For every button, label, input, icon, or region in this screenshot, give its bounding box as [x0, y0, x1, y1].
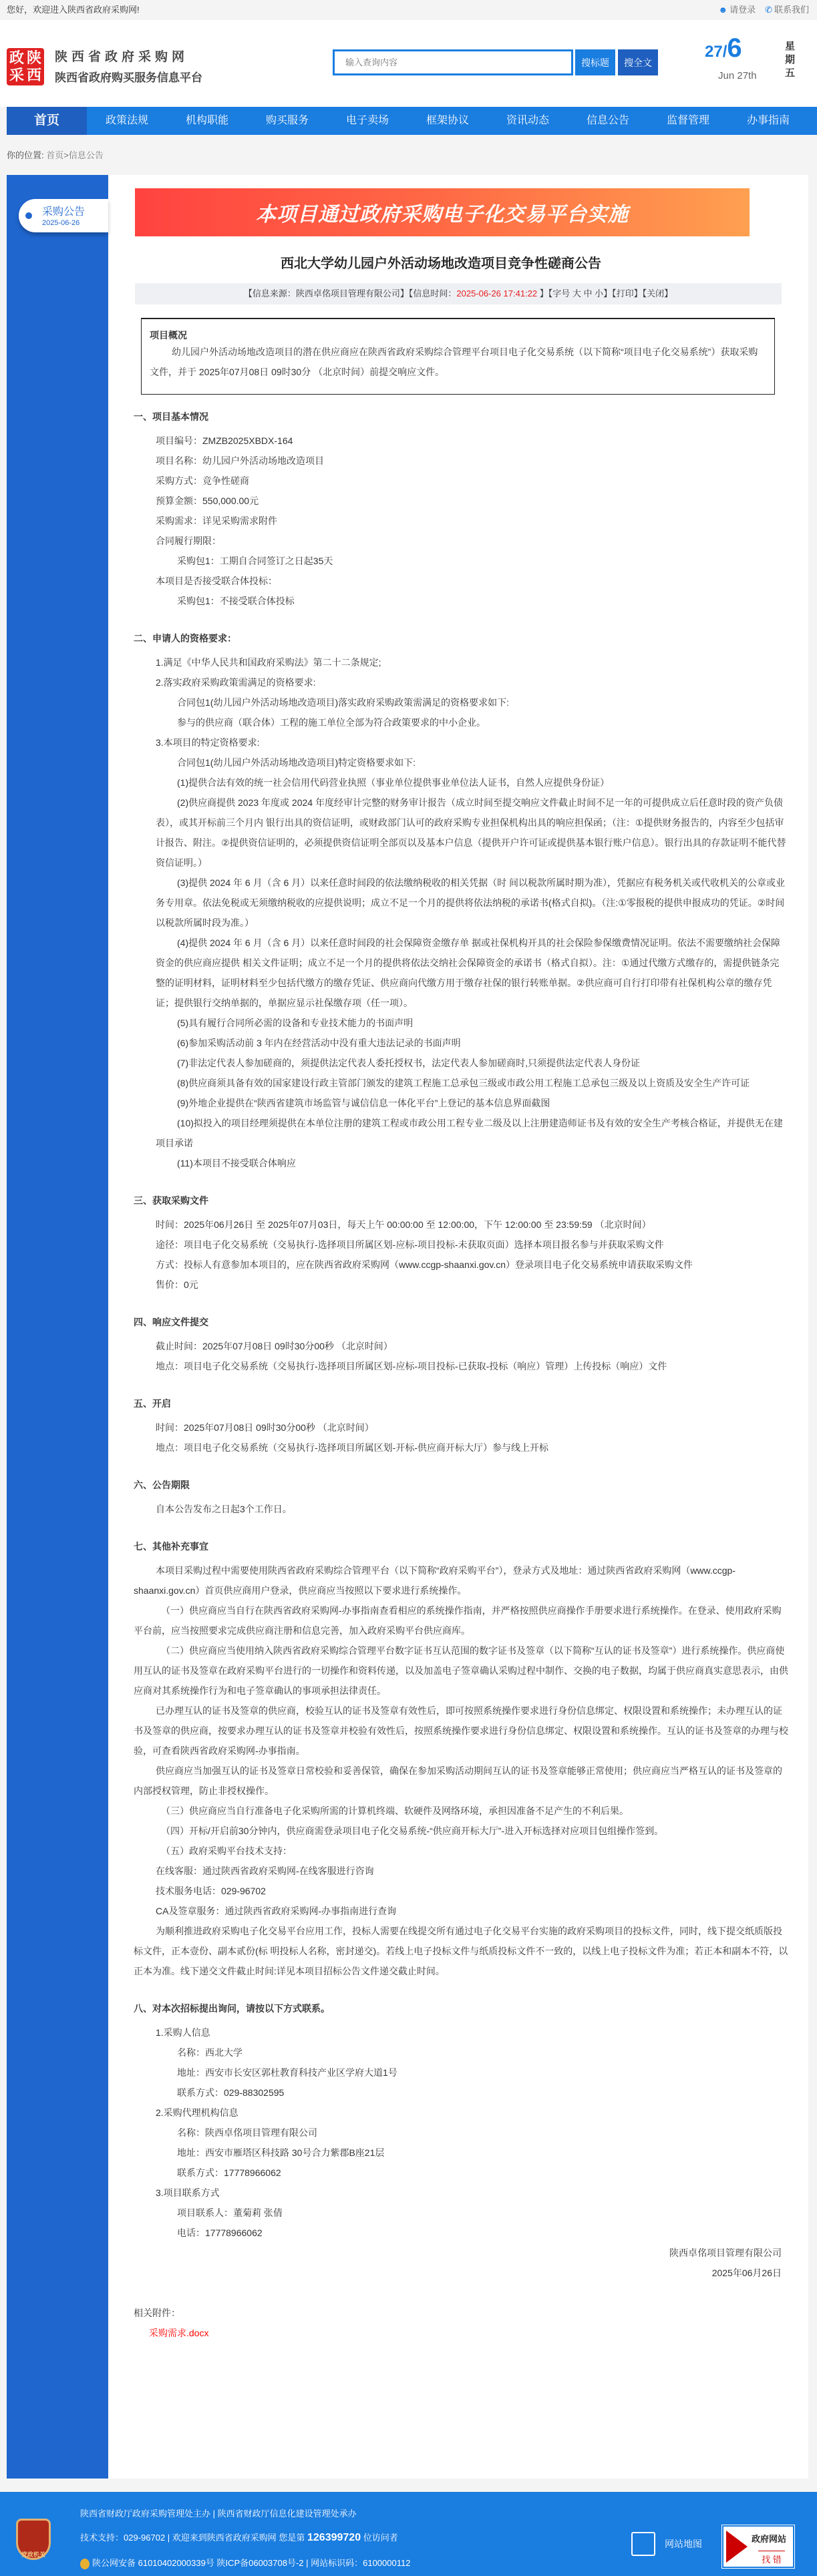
print-button[interactable]: 【打印】: [612, 288, 643, 298]
footer-record: [80, 2556, 410, 2569]
paragraph: 1.采购人信息: [156, 2027, 210, 2038]
close-button[interactable]: 【关闭】: [642, 288, 673, 298]
nav-home[interactable]: 首页: [7, 107, 87, 135]
search-input[interactable]: [333, 49, 573, 75]
paragraph: (5)具有履行合同所必需的设备和专业技术能力的书面声明: [177, 1018, 414, 1028]
paragraph: CA及签章服务：通过陕西省政府采购网-办事指南进行查询: [156, 1906, 397, 1916]
paragraph: (1)提供合法有效的统一社会信用代码营业执照（事业单位提供事业单位法人证书，自然人应提供身份证）: [177, 777, 610, 788]
paragraph: 3.项目联系方式: [156, 2187, 220, 2198]
search-fulltext-button[interactable]: 搜全文: [618, 49, 658, 75]
paragraph: 途径：项目电子化交易系统（交易执行-选择项目所属区划-应标-项目投标-未获取页面）选择本项目报名参与并获取采购文件: [156, 1239, 664, 1250]
nav-policy[interactable]: 政策法规: [105, 115, 148, 126]
paragraph: 名称：西北大学: [177, 2047, 242, 2058]
logo-char: 西: [26, 67, 41, 83]
sidebar: [7, 175, 108, 2479]
paragraph: 项目编号：ZMZB2025XBDX-164: [156, 435, 293, 446]
paragraph: （三）供应商应当自行准备电子化采购所需的计算机终端、软硬件及网络环境，承担因准备不足产生的不利后果。: [161, 1805, 629, 1816]
overview-text: 幼儿园户外活动场地改造项目的潜在供应商应在陕西省政府采购综合管理平台项目电子化交易系统（以下简称“项目电子化交易系统”）获取采购文件，并于 2025年07月08日 09时30分 （北京时间）前提交响应文件。: [150, 347, 758, 377]
party-government-badge[interactable]: 党政机关: [16, 2519, 51, 2560]
breadcrumb-current[interactable]: >信息公告: [63, 150, 104, 160]
meta-time-end: 】: [537, 288, 548, 298]
footer-sponsor: 陕西省财政厅政府采购管理处主办 | 陕西省财政厅信息化建设管理处承办: [80, 2509, 357, 2519]
paragraph: 1.满足《中华人民共和国政府采购法》第二十二条规定;: [156, 657, 381, 668]
paragraph: (2)供应商提供 2023 年度或 2024 年度经审计完整的财务审计报告（成立时间至提交响应文件截止时间不足一年的可提供成立后任意时段的资产负债表），或其开标前三个月内 银行出具的资信证明，或财政部门认可的政府采购专业担保机构出具的响应担保函；（注：①提供财务报告的，内容至少包括审计报告、附注。②提供资信证明的，必须提供资信证明全部页以及基本户信息（提供开户许可证或提供基本银行账户信息）。银行出具的存款证明不能代替资信证明。）: [156, 797, 786, 868]
paragraph: 本项目采购过程中需要使用陕西省政府采购综合管理平台（以下简称“政府采购平台”），登录方式及地址：通过陕西省政府采购网（www.ccgp-shaanxi.gov.cn）首页供应商用户登录，供应商应当按照以下要求进行系统操作。: [134, 1565, 736, 1596]
paragraph: (6)参加采购活动前 3 年内在经营活动中没有重大违法记录的书面声明: [177, 1038, 461, 1048]
logo-char: 政: [9, 49, 24, 66]
article-meta: [135, 283, 782, 304]
paragraph: 地点：项目电子化交易系统（交易执行-选择项目所属区划-应标-项目投标-已获取-投标（响应）管理）上传投标（响应）文件: [156, 1361, 667, 1371]
jiucuo-top: 政府网站: [752, 2534, 787, 2544]
nav-purchase-service[interactable]: 购买服务: [265, 115, 309, 126]
logo-char: 采: [9, 67, 24, 83]
contact-link[interactable]: [765, 0, 809, 20]
header: [0, 20, 817, 107]
paragraph: 3.本项目的特定资格要求:: [156, 737, 260, 748]
breadcrumb: [7, 148, 104, 161]
paragraph: 合同包1(幼儿园户外活动场地改造项目)特定资格要求如下:: [177, 757, 416, 768]
search-title-button[interactable]: 搜标题: [575, 49, 615, 75]
paragraph: 方式：投标人有意参加本项目的，应在陕西省政府采购网（www.ccgp-shaanxi.gov.cn）登录项目电子化交易系统申请获取采购文件: [156, 1259, 693, 1270]
paragraph: 联系方式：17778966062: [177, 2167, 281, 2178]
section-heading: 一、项目基本情况: [134, 411, 208, 422]
paragraph: 联系方式：029-88302595: [177, 2087, 285, 2098]
section-heading: 七、其他补充事宜: [134, 1541, 208, 1552]
paragraph: (3)提供 2024 年 6 月（含 6 月）以来任意时间段的依法缴纳税收的相关凭据（时 间以税款所属时期为准），凭据应有税务机关或代收机关的公章或业务专用章。依法免税或无须缴纳税收的应提供说明；成立不足一个月的提供将依法纳税的承诺书(格式自拟)。（注:①零报税的提供申报成功的凭证。②时间以税款所属时段为准。）: [156, 877, 786, 928]
breadcrumb-home[interactable]: 首页: [46, 150, 64, 160]
section-heading: 三、获取采购文件: [134, 1195, 208, 1206]
nav-announcements[interactable]: 信息公告: [586, 115, 629, 126]
paragraph: 参与的供应商（联合体）工程的施工单位全部为符合政策要求的中小企业。: [177, 717, 486, 728]
paragraph: 本项目是否接受联合体投标：: [156, 576, 277, 586]
nav-guide[interactable]: 办事指南: [746, 115, 790, 126]
attachment-link[interactable]: 采购需求.docx: [149, 2328, 209, 2338]
footer-support-suffix: 位访问者: [361, 2533, 398, 2543]
login-label: 请登录: [729, 5, 756, 15]
paragraph: 预算金额：550,000.00元: [156, 495, 259, 506]
paragraph: 采购包1：工期自合同签订之日起35天: [177, 556, 333, 566]
paragraph: 2.采购代理机构信息: [156, 2107, 238, 2118]
paragraph: (11)本项目不接受联合体响应: [177, 1158, 296, 1168]
paragraph: (4)提供 2024 年 6 月（含 6 月）以来任意时间段的社会保障资金缴存单 据或社保机构开具的社会保险参保缴费情况证明。依法不需要缴纳社会保障资金的供应商应提供 相关文件证明；成立不足一个月的提供将依法交纳社会保障资金的承诺书（格式自拟）。注：①通过代缴方式缴存的，需提供链条完整的证明材料，证明材料至少包括代缴方的缴存凭证、供应商向代缴方用于缴存社保的银行转账单据。②供应商可自行打印带有社保机构公章的缴存凭证；提供银行交纳单据的，单据应显示社保缴存项（任一项）。: [156, 937, 781, 1008]
sidebar-tab-label: 采购公告: [42, 206, 86, 218]
date-day: 27: [705, 43, 723, 61]
overview-title: 项目概况: [150, 330, 187, 341]
project-overview-box: [141, 318, 775, 395]
section-heading: 六、公告期限: [134, 1480, 190, 1490]
visitor-count: 126399720: [307, 2532, 361, 2543]
paragraph: 地点：项目电子化交易系统（交易执行-选择项目所属区划-开标-供应商开标大厅）参与线上开标: [156, 1442, 548, 1453]
paragraph: （二）供应商应当使用纳入陕西省政府采购综合管理平台数字证书互认范围的数字证书及签章（以下简称“互认的证书及签章”）进行系统操作。供应商使用互认的证书及签章在政府采购平台进行的一切操作和资料传递，以及加盖电子签章确认采购过程中制作、交换的电子数据，均属于供应商真实意思表示，由供应商对其系统操作行为和电子签章确认的事项承担法律责任。: [134, 1645, 788, 1696]
meta-time: 2025-06-26 17:41:22: [456, 288, 538, 298]
footer-record-text[interactable]: 陕公网安备 61010402000339号 陕ICP备06003708号-2 | 网站标识码：6100000112: [92, 2558, 411, 2568]
nav-organization[interactable]: 机构职能: [185, 115, 228, 126]
footer-support: [80, 2531, 398, 2544]
search-icon: [726, 2531, 748, 2563]
paragraph: 采购方式：竞争性磋商: [156, 475, 249, 486]
paragraph: 名称：陕西卓佲项目管理有限公司: [177, 2127, 317, 2138]
section-heading: 五、开启: [134, 1398, 171, 1409]
main-nav: [7, 107, 817, 135]
weekday: 星期五: [785, 41, 796, 79]
sidebar-tab-date: 2025-06-26: [42, 219, 80, 227]
paragraph: （五）政府采购平台技术支持：: [161, 1846, 292, 1856]
sitemap-label: 网站地图: [665, 2539, 702, 2549]
site-logo[interactable]: [7, 48, 44, 85]
paragraph: 项目名称：幼儿园户外活动场地改造项目: [156, 455, 324, 466]
paragraph: 2.落实政府采购政策需满足的资格要求:: [156, 677, 316, 688]
sitemap-link[interactable]: [631, 2532, 702, 2556]
login-link[interactable]: [718, 0, 756, 20]
paragraph: 时间：2025年07月08日 09时30分00秒 （北京时间）: [156, 1422, 374, 1433]
gov-site-error-report-button[interactable]: [722, 2525, 794, 2568]
paragraph: （一）供应商应当自行在陕西省政府采购网-办事指南查看相应的系统操作指南，并严格按照供应商操作手册要求进行系统操作。在登录、使用政府采购平台前，应当按照要求完成供应商注册和信息完善，加入政府采购平台供应商库。: [134, 1605, 782, 1636]
paragraph: 电话：17778966062: [177, 2227, 263, 2238]
article: [134, 175, 788, 2356]
logo-char: 陕: [26, 49, 41, 66]
paragraph: 时间：2025年06月26日 至 2025年07月03日，每天上午 00:00:00 至 12:00:00，下午 12:00:00 至 23:59:59 （北京时间）: [156, 1219, 651, 1230]
paragraph: 为顺利推进政府采购电子化交易平台应用工作，投标人需要在线提交所有通过电子化交易平台实施的政府采购项目的投标文件，同时，线下提交纸质版投标文件，正本壹份、副本贰份(标 明投标人名称，密封递交)。若线上电子投标文件与纸质投标文件不一致的，以线上电子投标文件为准；若正本和副本不符，以正本为准。线下递交文件截止时间:详见本项目招标公告文件递交截止时间。: [134, 1926, 788, 1976]
contact-label: 联系我们: [774, 5, 809, 15]
date-month: 6: [727, 33, 742, 63]
article-body: [134, 407, 788, 2343]
user-icon: ☻: [718, 5, 728, 15]
paragraph: （四）开标/开启前30分钟内，供应商需登录项目电子化交易系统-“供应商开标大厅”-进入开标选择对应项目包组操作签到。: [161, 1826, 664, 1836]
paragraph: 截止时间：2025年07月08日 09时30分00秒 （北京时间）: [156, 1341, 393, 1351]
meta-source: 【信息来源：陕西卓佲项目管理有限公司】: [243, 288, 409, 298]
map-icon: [631, 2532, 655, 2556]
platform-banner: 本项目通过政府采购电子化交易平台实施: [135, 188, 750, 236]
date-english: Jun 27th: [718, 70, 757, 81]
paragraph: (10)拟投入的项目经理须提供在本单位注册的建筑工程或市政公用工程专业二级及以上注册建造师证书及有效的安全生产考核合格证，并提供无在建项目承诺: [156, 1118, 783, 1148]
footer: [0, 2492, 817, 2576]
nav-news[interactable]: 资讯动态: [506, 115, 549, 126]
sidebar-tab-announcement[interactable]: [19, 199, 108, 232]
police-badge-icon: [80, 2559, 90, 2569]
section-heading: 四、响应文件提交: [134, 1317, 208, 1327]
date-display: 27/6: [705, 33, 742, 63]
breadcrumb-label: 你的位置:: [7, 150, 44, 160]
section-heading: 八、对本次招标提出询问，请按以下方式联系。: [134, 2003, 330, 2014]
nav-framework[interactable]: 框架协议: [426, 115, 469, 126]
paragraph: 项目联系人：董菊莉 张倩: [177, 2207, 283, 2218]
paragraph: 技术服务电话：029-96702: [156, 1886, 266, 1896]
attachments-label: 相关附件：: [134, 2308, 180, 2318]
paragraph: 采购需求：详见采购需求附件: [156, 515, 277, 526]
section-heading: 二、申请人的资格要求：: [134, 633, 236, 644]
paragraph: 在线客服：通过陕西省政府采购网-在线客服进行咨询: [156, 1866, 374, 1876]
paragraph: 地址：西安市雁塔区科技路 30号合力紫郡B座21层: [177, 2147, 385, 2158]
signature-date: 2025年06月26日: [711, 2268, 782, 2278]
paragraph: 供应商应当加强互认的证书及签章日常校验和妥善保管，确保在参加采购活动期间互认的证书及签章能够正常使用；供应商应当严格互认的证书及签章的内部授权管理，防止非授权操作。: [134, 1765, 782, 1796]
paragraph: 地址：西安市长安区郭杜教育科技产业区学府大道1号: [177, 2067, 397, 2078]
paragraph: 已办理互认的证书及签章的供应商，校验互认的证书及签章有效性后，即可按照系统操作要求进行身份信息绑定、权限设置和系统操作；未办理互认的证书及签章的供应商，按要求办理互认的证书及签章并校验有效性后，按照系统操作要求进行身份信息绑定、权限设置和系统操作。互认的证书及签章的办理与校验，可查看陕西省政府采购网-办事指南。: [134, 1705, 788, 1756]
welcome-text: 您好，欢迎进入陕西省政府采购网!: [7, 5, 140, 15]
jiucuo-bottom: 找 错: [758, 2551, 785, 2565]
paragraph: (7)非法定代表人参加磋商的，须提供法定代表人委托授权书，法定代表人参加磋商时,只须提供法定代表人身份证: [177, 1058, 640, 1068]
nav-supervision[interactable]: 监督管理: [666, 115, 709, 126]
paragraph: 采购包1：不接受联合体投标: [177, 596, 295, 606]
phone-icon: ✆: [765, 5, 772, 15]
meta-time-label: 【信息时间：: [408, 288, 457, 298]
paragraph: 售价：0元: [156, 1279, 198, 1290]
signature-org: 陕西卓佲项目管理有限公司: [669, 2247, 782, 2258]
content-panel: [7, 175, 808, 2479]
font-size-control[interactable]: 【字号 大 中 小】: [548, 288, 613, 298]
paragraph: 自本公告发布之日起3个工作日。: [156, 1504, 292, 1514]
paragraph: (9)外地企业提供在“陕西省建筑市场监管与诚信信息一体化平台”上登记的基本信息界面截图: [177, 1098, 550, 1108]
page-title: 西北大学幼儿园户外活动场地改造项目竞争性磋商公告: [281, 256, 601, 271]
paragraph: (8)供应商须具备有效的国家建设行政主管部门颁发的建筑工程施工总承包三级或市政公用工程施工总承包三级及以上资质及安全生产许可证: [177, 1078, 750, 1088]
paragraph: 合同履行期限：: [156, 535, 221, 546]
site-name: 陕西省政府采购网: [55, 50, 189, 64]
site-subtitle: 陕西省政府购买服务信息平台: [55, 71, 202, 84]
nav-e-mall[interactable]: 电子卖场: [345, 115, 389, 126]
bullet-icon: [25, 212, 32, 219]
footer-support-text: 技术支持：029-96702 | 欢迎来到陕西省政府采购网 您是第: [80, 2533, 307, 2543]
top-bar: [0, 0, 817, 20]
paragraph: 合同包1(幼儿园户外活动场地改造项目)落实政府采购政策需满足的资格要求如下:: [177, 697, 509, 708]
